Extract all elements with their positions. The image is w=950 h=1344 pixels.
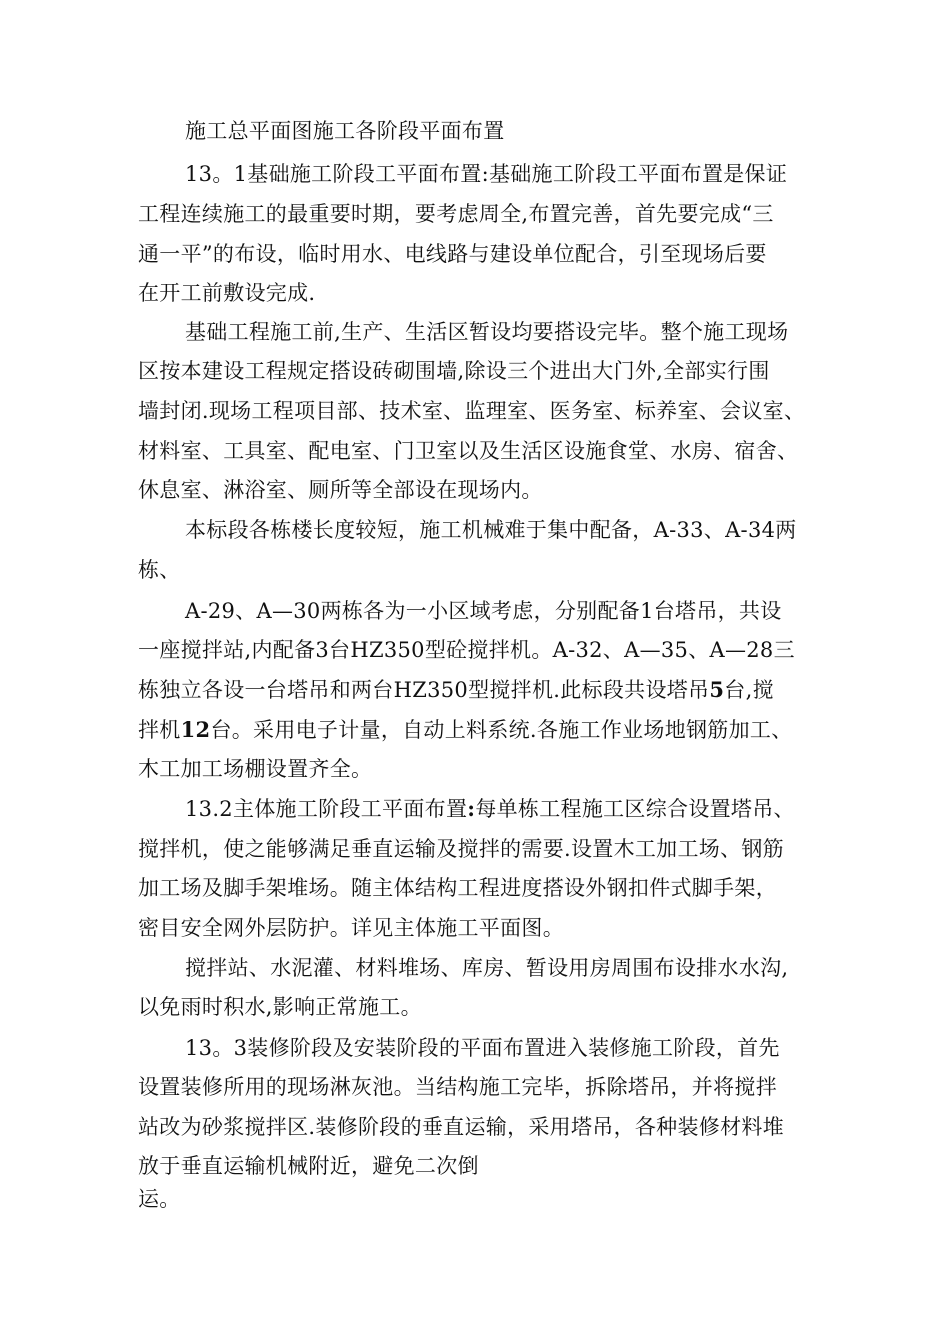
text-line: 搅拌机，使之能够满足垂直运输及搅拌的需要.设置木工加工场、钢筋 [138,837,784,861]
text-line: 一座搅拌站,内配备3台HZ350型砼搅拌机。A-32、A—35、A—28三 [138,638,795,662]
text-line: 木工加工场棚设置齐全。 [138,757,373,781]
text-line: 设置装修所用的现场淋灰池。当结构施工完毕，拆除塔吊，并将搅拌 [138,1075,777,1099]
text-run: 拌机 [138,718,181,742]
text-line: 站改为砂浆搅拌区.装修阶段的垂直运输，采用塔吊，各种装修材料堆 [138,1115,784,1139]
text-line [138,716,793,744]
text-line: 本标段各栋楼长度较短，施工机械难于集中配备，A-33、A-34两 [185,518,797,542]
text-line [138,676,774,704]
text-line: 休息室、淋浴室、厕所等全部设在现场内。 [138,478,543,502]
text-line: 通一平”的布设，临时用水、电线路与建设单位配合，引至现场后要 [138,242,767,266]
text-line: 放于垂直运输机械附近，避免二次倒 [138,1154,479,1178]
text-line: A-29、A—30两栋各为一小区域考虑，分别配备1台塔吊，共设 [185,599,782,623]
text-line: 区按本建设工程规定搭设砖砌围墙,除设三个进出大门外,全部实行围 [138,359,770,383]
text-line: 工程连续施工的最重要时期，要考虑周全,布置完善，首先要完成“三 [138,202,774,226]
text-line: 搅拌站、水泥灌、材料堆场、库房、暂设用房周围布设排水水沟, [185,956,789,980]
text-line [185,795,795,823]
section-heading: 施工总平面图施工各阶段平面布置 [185,119,505,143]
text-line: 栋、 [138,558,181,582]
text-line: 基础工程施工前,生产、生活区暂设均要搭设完毕。整个施工现场 [185,320,789,344]
text-line: 运。 [138,1187,181,1211]
text-run: : [467,796,476,821]
text-line: 墙封闭.现场工程项目部、技术室、监理室、医务室、标养室、会议室、 [138,399,806,423]
text-line: 加工场及脚手架堆场。随主体结构工程进度搭设外钢扣件式脚手架， [138,876,777,900]
text-line: 13。1基础施工阶段工平面布置:基础施工阶段工平面布置是保证 [185,162,788,186]
text-line: 材料室、工具室、配电室、门卫室以及生活区设施食堂、水房、宿舍、 [138,439,799,463]
text-line: 13。3装修阶段及安装阶段的平面布置进入装修施工阶段，首先 [185,1036,780,1060]
text-run: 栋独立各设一台塔吊和两台HZ350型搅拌机.此标段共设塔吊 [138,678,710,702]
text-line: 以免雨时积水,影响正常施工。 [138,995,422,1019]
text-line: 密目安全网外层防护。详见主体施工平面图。 [138,916,564,940]
text-run: 台,搅 [724,678,774,702]
text-line: 在开工前敷设完成. [138,281,316,305]
text-run: 13.2主体施工阶段工平面布置 [185,797,468,821]
text-run: 每单栋工程施工区综合设置塔吊、 [475,797,795,821]
mixer-count: 12 [180,717,211,742]
text-run: 台。采用电子计量，自动上料系统.各施工作业场地钢筋加工、 [210,718,793,742]
crane-count: 5 [709,677,725,702]
